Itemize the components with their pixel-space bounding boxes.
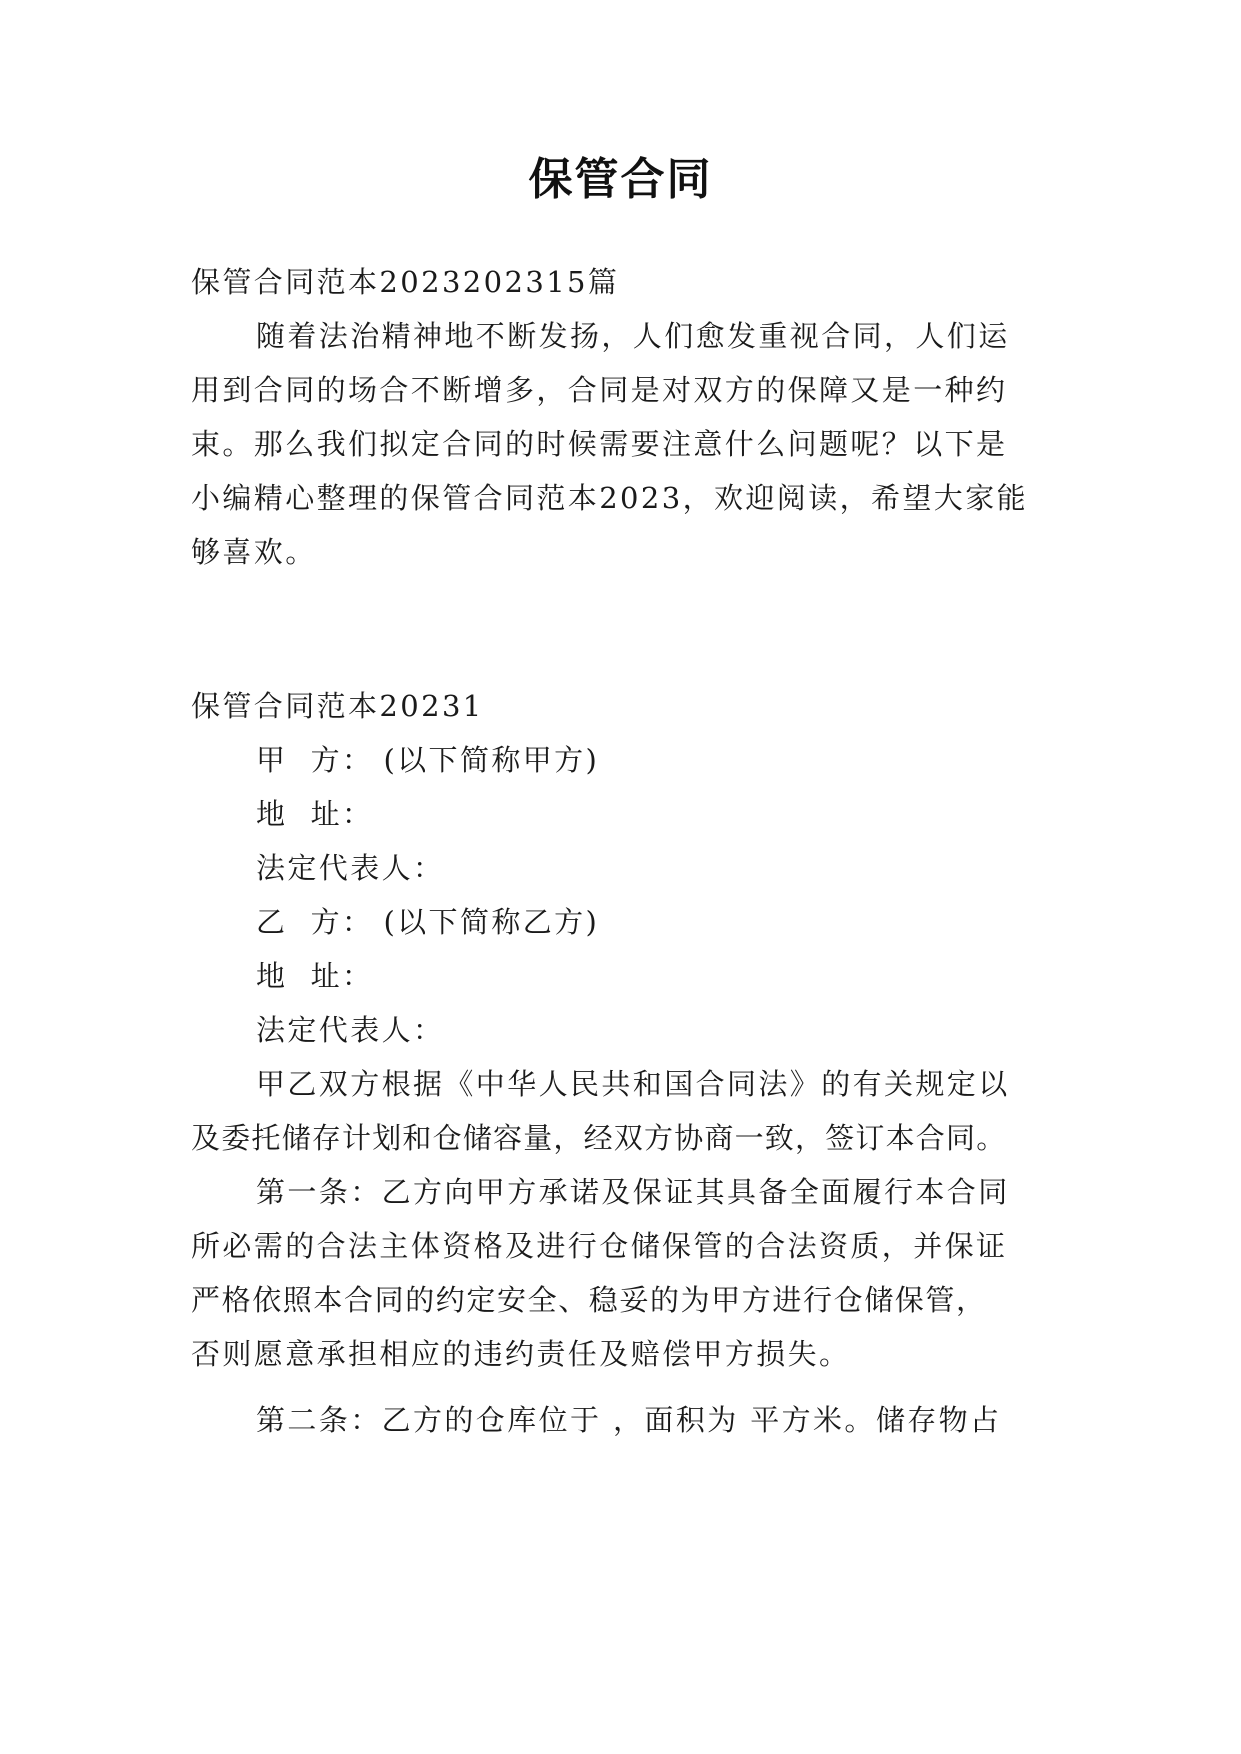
- document-heading: 保管合同范本2023202315篇: [191, 265, 620, 299]
- article1-line-4: 否则愿意承担相应的违约责任及赔偿甲方损失。: [191, 1337, 851, 1371]
- party-b-note: (以下简称乙方): [383, 905, 600, 939]
- party-a-address: 地 址：: [256, 797, 374, 831]
- article1-line-3: 严格依照本合同的约定安全、稳妥的为甲方进行仓储保管，: [191, 1283, 987, 1317]
- document-title: 保管合同: [528, 154, 713, 205]
- party-a-label: 甲 方：: [256, 743, 374, 777]
- article1-line-2: 所必需的合法主体资格及进行仓储保管的合法资质，并保证: [191, 1229, 1008, 1263]
- section-heading: 保管合同范本20231: [191, 689, 484, 723]
- party-b-representative: 法定代表人：: [256, 1013, 445, 1047]
- article1-line-1: 第一条：乙方向甲方承诺及保证其具备全面履行本合同: [256, 1175, 1010, 1209]
- intro-line-4: 小编精心整理的保管合同范本2023，欢迎阅读，希望大家能: [191, 481, 1029, 515]
- preamble-line-2: 及委托储存计划和仓储容量，经双方协商一致，签订本合同。: [191, 1121, 1007, 1155]
- party-a-representative: 法定代表人：: [256, 851, 445, 885]
- intro-line-1: 随着法治精神地不断发扬，人们愈发重视合同，人们运: [256, 319, 1010, 353]
- party-b-line: [256, 902, 599, 942]
- party-a-note: (以下简称甲方): [383, 743, 600, 777]
- article2-line-1: 第二条：乙方的仓库位于 ，面积为 平方米。储存物占: [256, 1403, 1002, 1437]
- preamble-line-1: 甲乙双方根据《中华人民共和国合同法》的有关规定以: [256, 1067, 1010, 1101]
- party-a-line: [256, 740, 599, 780]
- intro-line-5: 够喜欢。: [191, 535, 317, 569]
- party-b-label: 乙 方：: [256, 905, 374, 939]
- intro-line-3: 束。那么我们拟定合同的时候需要注意什么问题呢？以下是: [191, 427, 1008, 461]
- intro-line-2: 用到合同的场合不断增多，合同是对双方的保障又是一种约: [191, 373, 1008, 407]
- party-b-address: 地 址：: [256, 959, 374, 993]
